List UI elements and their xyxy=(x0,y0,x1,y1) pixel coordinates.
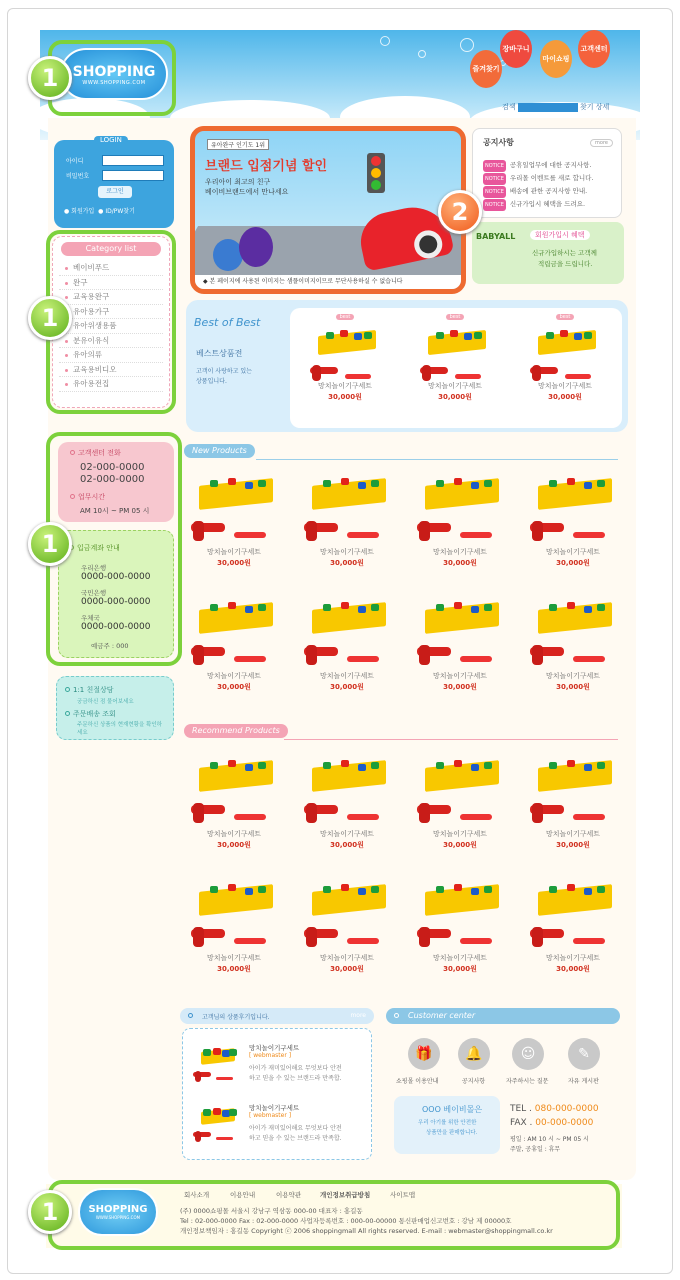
footer-copyright: 개인정보책임자 : 홍길동 Copyright ⓒ 2006 shoppingmall All rights reserved. E-mail : webmaster@shoppingmall.co.kr xyxy=(180,1227,553,1235)
event-brand: BABYALL xyxy=(476,232,516,241)
divider xyxy=(256,459,618,460)
product-price: 30,000원 xyxy=(217,558,251,567)
marker-badge: 2 xyxy=(438,190,482,234)
review-text: 하고 믿을 수 있는 브랜드라 만족합. xyxy=(249,1135,342,1142)
notice-item[interactable]: NOTICE 신규가입시 혜택을 드려요. xyxy=(483,198,593,211)
best-badge: best xyxy=(336,314,355,320)
faq-link[interactable]: 자주하시는 질문 xyxy=(506,1078,549,1085)
review-text: 아이가 재미있어해요 무엇보다 안전 xyxy=(249,1065,342,1072)
best-products xyxy=(290,308,622,428)
category-title: Category list xyxy=(61,242,161,256)
product-price: 30,000원 xyxy=(217,840,251,849)
hammer-toy-image xyxy=(191,600,277,665)
person-icon[interactable]: ☺ xyxy=(512,1038,544,1070)
footer-menu-item[interactable]: 개인정보취급방침 xyxy=(320,1191,371,1199)
logo-subtext: WWW.SHOPPING.COM xyxy=(82,80,146,86)
product-card[interactable] xyxy=(525,882,621,974)
balloon-mypage[interactable]: 마이쇼핑 xyxy=(540,40,572,78)
product-name[interactable]: 망치놀이기구세트 xyxy=(319,829,375,838)
highlight-box xyxy=(48,1180,620,1250)
product-name[interactable]: 망치놀이기구세트 xyxy=(432,829,488,838)
footer-menu-item[interactable]: 사이트맵 xyxy=(390,1191,416,1199)
notice-tag: NOTICE xyxy=(483,173,506,185)
product-card[interactable] xyxy=(299,476,395,568)
search-label: 검색 xyxy=(502,103,516,111)
product-price: 30,000원 xyxy=(556,682,590,691)
login-title: LOGIN xyxy=(94,136,128,144)
promo-banner[interactable] xyxy=(190,126,466,294)
account-holder: 예금주 : 000 xyxy=(91,642,129,650)
category-item[interactable]: 유아의류 xyxy=(59,348,163,363)
notice-more-button[interactable]: more xyxy=(590,139,613,147)
product-name[interactable]: 망치놀이기구세트 xyxy=(319,953,375,962)
join-link[interactable]: 회원가입 xyxy=(71,208,95,215)
hammer-toy-image xyxy=(530,758,616,823)
hammer-toy-image xyxy=(304,882,390,947)
cc-hours: 주말, 공휴일 : 휴무 xyxy=(510,1146,561,1153)
traffic-light-icon xyxy=(367,153,385,193)
footer-menu-item[interactable]: 이용안내 xyxy=(230,1191,256,1199)
bank-name: 국민은행 xyxy=(81,589,107,597)
footer-company-info: (주) 0000쇼핑몰 서울시 강남구 역삼동 000-00 대표자 : 홍길동 xyxy=(180,1207,363,1215)
marker-badge: 1 xyxy=(28,522,72,566)
category-item[interactable]: 완구 xyxy=(59,276,163,291)
product-card[interactable] xyxy=(525,758,621,850)
review-item[interactable] xyxy=(193,1103,369,1153)
hammer-toy-image xyxy=(530,328,600,381)
banner-caption: ◆ 본 페이지에 사용된 이미지는 샘플이미지이므로 무단사용하실 수 없습니다 xyxy=(195,275,461,289)
review-text: 아이가 재미있어해요 무엇보다 안전 xyxy=(249,1125,342,1132)
hammer-toy-image xyxy=(417,758,503,823)
product-price: 30,000원 xyxy=(217,682,251,691)
hours-title: 업무시간 xyxy=(78,493,106,501)
search-bar xyxy=(502,102,609,112)
board-link[interactable]: 자유 게시판 xyxy=(568,1078,599,1085)
hours-text: AM 10시 ~ PM 05 시 xyxy=(80,507,150,515)
product-card[interactable] xyxy=(186,882,282,974)
review-product: 망치놀이기구세트 xyxy=(249,1044,300,1052)
product-name[interactable]: 망치놀이기구세트 xyxy=(319,547,375,556)
balloon-cart[interactable]: 장바구니 xyxy=(500,30,532,68)
search-detail-link[interactable]: 상세 xyxy=(595,103,610,111)
review-author: [ webmaster ] xyxy=(249,1052,292,1059)
hammer-toy-image xyxy=(193,1047,239,1082)
product-price: 30,000원 xyxy=(443,964,477,973)
hammer-toy-image xyxy=(530,600,616,665)
search-input[interactable] xyxy=(518,103,578,112)
penguin-toy-image xyxy=(239,227,273,267)
category-item[interactable]: 유아위생용품 xyxy=(59,319,163,334)
notice-item[interactable]: NOTICE 공휴일업무에 대한 공지사항. xyxy=(483,159,593,172)
notice-link[interactable]: 공지사항 xyxy=(462,1078,486,1085)
footer-company-info: Tel : 02-000-0000 Fax : 02-000-0000 사업자등록번호 : 000-00-00000 통신판매업신고번호 : 강남 제 00000호 xyxy=(180,1217,512,1225)
product-price: 30,000원 xyxy=(217,964,251,973)
order-track-sub: 주문하신 상품의 현재현황을 확인하세요 xyxy=(77,722,162,736)
bank-account: 0000-000-0000 xyxy=(81,572,151,582)
product-price: 30,000원 xyxy=(556,840,590,849)
cc-hours: 평일 : AM 10 시 ~ PM 05 시 xyxy=(510,1136,589,1143)
customer-center-box xyxy=(386,1028,618,1160)
tel-title: 고객센터 전화 xyxy=(78,449,121,457)
hammer-toy-image xyxy=(530,882,616,947)
footer-menu-item[interactable]: 회사소개 xyxy=(184,1191,210,1199)
bank-title: 입금계좌 안내 xyxy=(77,544,120,552)
category-item[interactable]: 분유이유식 xyxy=(59,334,163,349)
id-input[interactable] xyxy=(102,155,164,166)
id-label: 아이디 xyxy=(66,158,84,165)
best-sub: 베스트상품전 xyxy=(196,349,243,358)
product-name[interactable]: 망치놀이기구세트 xyxy=(319,671,375,680)
promo-line: 베이비브랜드에서 만나세요 xyxy=(205,188,289,196)
product-card[interactable] xyxy=(412,600,508,692)
best-badge: best xyxy=(446,314,465,320)
find-id-link[interactable]: ID/PW찾기 xyxy=(105,208,135,215)
notice-item[interactable]: NOTICE 배송에 관한 공지사항 안내. xyxy=(483,185,593,198)
product-card[interactable] xyxy=(290,312,400,402)
consult-box xyxy=(56,676,174,740)
cc-fax: FAX . 00-000-0000 xyxy=(510,1118,594,1128)
search-go-button[interactable]: 찾기 xyxy=(580,103,594,111)
customer-center-header xyxy=(386,1008,620,1024)
gift-icon[interactable]: 🎁 xyxy=(408,1038,440,1070)
product-price: 30,000원 xyxy=(438,392,472,401)
product-name[interactable]: 망치놀이기구세트 xyxy=(545,671,601,680)
promo-title: 브랜드 입점기념 할인 xyxy=(205,159,328,174)
password-input[interactable] xyxy=(102,170,164,181)
product-price: 30,000원 xyxy=(330,682,364,691)
hammer-toy-image xyxy=(310,328,380,381)
cc-tel: TEL . 080-000-0000 xyxy=(510,1104,599,1114)
product-price: 30,000원 xyxy=(556,558,590,567)
product-card[interactable] xyxy=(400,312,510,402)
event-line: 신규가입하시는 고객께 xyxy=(532,249,597,257)
reviews-more-button[interactable]: more xyxy=(350,1012,366,1019)
best-desc: 고객이 사랑하고 있는 xyxy=(196,368,252,375)
product-card[interactable] xyxy=(412,758,508,850)
hammer-toy-image xyxy=(417,882,503,947)
notice-box xyxy=(472,128,622,218)
promo-tag: 유아완구 인기도 1위 xyxy=(207,139,269,150)
hammer-toy-image xyxy=(193,1107,239,1142)
review-author: [ webmaster ] xyxy=(249,1112,292,1119)
product-name[interactable]: 망치놀이기구세트 xyxy=(537,381,593,390)
hammer-toy-image xyxy=(420,328,490,381)
reviews-list xyxy=(182,1028,372,1160)
product-price: 30,000원 xyxy=(443,682,477,691)
review-item[interactable] xyxy=(193,1043,369,1093)
reviews-title: 고객님의 상품후기입니다. xyxy=(202,1014,270,1021)
product-name[interactable]: 망치놀이기구세트 xyxy=(432,671,488,680)
product-card[interactable] xyxy=(525,476,621,568)
tel-number: 02-000-0000 xyxy=(80,462,145,473)
bell-icon[interactable]: 🔔 xyxy=(458,1038,490,1070)
product-name[interactable]: 망치놀이기구세트 xyxy=(317,381,373,390)
product-name[interactable]: 망치놀이기구세트 xyxy=(545,547,601,556)
logo-text: SHOPPING xyxy=(72,64,156,80)
product-card[interactable] xyxy=(299,758,395,850)
hammer-toy-image xyxy=(304,600,390,665)
review-product: 망치놀이기구세트 xyxy=(249,1104,300,1112)
bank-account: 0000-000-0000 xyxy=(81,597,151,607)
microphone-icon[interactable]: ✎ xyxy=(568,1038,600,1070)
consult-sub: 궁금하신 점 물어보세요 xyxy=(77,699,134,705)
notice-tag: NOTICE xyxy=(483,186,506,198)
notice-tag: NOTICE xyxy=(483,199,506,211)
bank-account: 0000-000-0000 xyxy=(81,622,151,632)
product-card[interactable] xyxy=(186,600,282,692)
review-text: 하고 믿을 수 있는 브랜드라 만족합. xyxy=(249,1075,342,1082)
promo-line: 우리아이 최고의 친구 xyxy=(205,178,271,186)
category-item[interactable]: 유아용가구 xyxy=(59,305,163,320)
best-title: Best of Best xyxy=(194,316,261,329)
product-price: 30,000원 xyxy=(328,392,362,401)
marker-badge: 1 xyxy=(28,56,72,100)
new-products-title: New Products xyxy=(184,444,255,458)
hammer-toy-image xyxy=(304,758,390,823)
product-price: 30,000원 xyxy=(443,840,477,849)
hammer-toy-image xyxy=(191,882,277,947)
login-links: ● 회원가입 ● ID/PW찾기 xyxy=(64,208,135,215)
footer-logo[interactable]: SHOPPING WWW.SHOPPING.COM xyxy=(78,1188,158,1236)
product-price: 30,000원 xyxy=(330,840,364,849)
hammer-toy-image xyxy=(417,476,503,541)
mall-intro: OOO 베이비몰은 우리 아기를 위한 안전한 상품만을 판매합니다. xyxy=(394,1096,500,1154)
product-name[interactable]: 망치놀이기구세트 xyxy=(427,381,483,390)
category-item[interactable]: 유아용전집 xyxy=(59,377,163,392)
login-button[interactable]: 로그인 xyxy=(98,186,132,198)
product-price: 30,000원 xyxy=(548,392,582,401)
divider xyxy=(284,739,618,740)
best-desc: 상품입니다. xyxy=(196,378,227,385)
category-item[interactable]: 교육용완구 xyxy=(59,290,163,305)
product-card[interactable] xyxy=(412,882,508,974)
product-card[interactable] xyxy=(299,600,395,692)
product-card[interactable] xyxy=(186,758,282,850)
product-name[interactable]: 망치놀이기구세트 xyxy=(432,953,488,962)
product-name[interactable]: 망치놀이기구세트 xyxy=(206,671,262,680)
category-item[interactable]: 교육용비디오 xyxy=(59,363,163,378)
product-name[interactable]: 망치놀이기구세트 xyxy=(206,829,262,838)
event-title: 회원가입시 혜택 xyxy=(530,230,590,240)
product-card[interactable] xyxy=(510,312,620,402)
product-name[interactable]: 망치놀이기구세트 xyxy=(206,953,262,962)
footer-menu-item[interactable]: 이용약관 xyxy=(276,1191,302,1199)
product-card[interactable] xyxy=(186,476,282,568)
pw-label: 비밀번호 xyxy=(66,173,90,180)
hammer-toy-image xyxy=(304,476,390,541)
product-name[interactable]: 망치놀이기구세트 xyxy=(545,829,601,838)
product-price: 30,000원 xyxy=(443,558,477,567)
product-price: 30,000원 xyxy=(330,558,364,567)
hammer-toy-image xyxy=(530,476,616,541)
notice-tag: NOTICE xyxy=(483,160,506,172)
marker-badge: 1 xyxy=(28,1190,72,1234)
event-banner[interactable] xyxy=(472,222,624,284)
product-price: 30,000원 xyxy=(330,964,364,973)
hammer-toy-image xyxy=(191,476,277,541)
hammer-toy-image xyxy=(417,600,503,665)
product-price: 30,000원 xyxy=(556,964,590,973)
notice-title: 공지사항 xyxy=(483,138,514,147)
balloon-bookmark[interactable]: 즐겨찾기 xyxy=(470,50,502,88)
bank-name: 우리은행 xyxy=(81,564,107,572)
product-card[interactable] xyxy=(299,882,395,974)
event-line: 적립금을 드립니다. xyxy=(538,260,593,268)
notice-item[interactable]: NOTICE 우리몰 이벤트를 새로 합니다. xyxy=(483,172,593,185)
order-track-link[interactable]: 주문배송 조회 xyxy=(73,710,116,718)
balloon-customer-center[interactable]: 고객센터 xyxy=(578,30,610,68)
customer-center-title: Customer center xyxy=(408,1011,476,1020)
product-name[interactable]: 망치놀이기구세트 xyxy=(206,547,262,556)
consult-link[interactable]: 1:1 친절상담 xyxy=(73,686,114,694)
guide-link[interactable]: 쇼핑몰 이용안내 xyxy=(396,1078,439,1085)
hammer-toy-image xyxy=(191,758,277,823)
best-badge: best xyxy=(556,314,575,320)
product-name[interactable]: 망치놀이기구세트 xyxy=(432,547,488,556)
reviews-header xyxy=(180,1008,374,1024)
bank-name: 우체국 xyxy=(81,614,100,622)
tel-number: 02-000-0000 xyxy=(80,474,145,485)
marker-badge: 1 xyxy=(28,296,72,340)
product-name[interactable]: 망치놀이기구세트 xyxy=(545,953,601,962)
login-box xyxy=(54,136,174,228)
product-card[interactable] xyxy=(412,476,508,568)
best-of-best-section xyxy=(186,300,628,432)
category-item[interactable]: 베이비푸드 xyxy=(59,261,163,276)
product-card[interactable] xyxy=(525,600,621,692)
recommend-title: Recommend Products xyxy=(184,724,288,738)
